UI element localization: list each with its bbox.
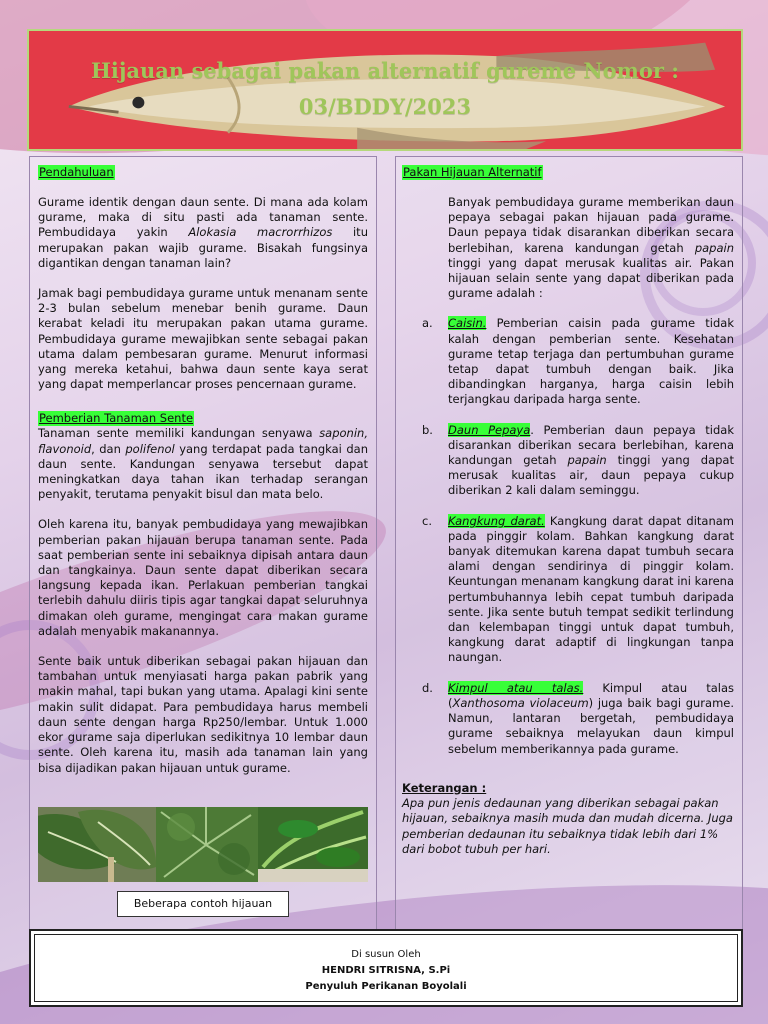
section-heading-pemberian: Pemberian Tanaman Sente bbox=[39, 411, 194, 426]
papaya-leaf-photo bbox=[156, 807, 258, 882]
item-name: Kangkung darat. bbox=[448, 513, 545, 528]
newsletter-title: Hijauan sebagai pakan alternatif gureme Nomor : 03/BDDY/2023 bbox=[91, 58, 679, 119]
paragraph-sente-price: Sente baik untuk diberikan sebagai pakan hijauan dan tambahan untuk menyiasati harga pakan pabrik yang makin mahal, tapi bukan yang utama. Apalagi kini sente makin sulit didapat. Para pembudidaya harus membeli daun sente dengan harga Rp250/lembar. Untuk 1.000 ekor gurame saja diperlukan sedikitnya 10 lembar daun sente. Oleh karena itu, masih ada tanaman lain yang bisa dijadikan pakan hijauan untuk gurame. bbox=[38, 654, 368, 775]
item-name: Daun Pepaya bbox=[448, 422, 531, 437]
footer-credit-box bbox=[29, 929, 743, 1007]
paragraph-feeding-method: Oleh karena itu, banyak pembudidaya yang mewajibkan pemberian pakan hijauan berupa tanaman sente. Pada saat pemberian sente ini sebaiknya dipisah antara daun dan tangkainya. Daun sente dapat diberikan secara langsung kepada ikan. Perlakuan pemberian tangkai terlebih dahulu diiris tipis agar tangkai dapat seluruhnya dimakan oleh gurame, mengingat cara makan gurame adalah menyabik makanannya. bbox=[38, 517, 368, 638]
right-column bbox=[395, 156, 743, 931]
section-heading-pendahuluan: Pendahuluan bbox=[39, 165, 114, 179]
left-column bbox=[29, 156, 377, 931]
section-heading-alternatif: Pakan Hijauan Alternatif bbox=[403, 165, 542, 179]
item-name: Caisin. bbox=[448, 316, 487, 331]
list-item: b. Daun Pepaya. Pemberian daun pepaya tidak disarankan diberikan secara berlebihan, karena kandungan getah papain tinggi yang dapat merusak kualitas air, daun pepaya cukup diberikan 2 kali dalam seminggu. bbox=[422, 422, 734, 498]
note-title: Keterangan : bbox=[402, 780, 487, 795]
footer-role: Penyuluh Perikanan Boyolali bbox=[305, 981, 467, 992]
paragraph-compounds: Tanaman sente memiliki kandungan senyawa saponin, flavonoid, dan polifenol yang terdapat pada tangkai dan daun sente. Kandungan senyawa tersebut dapat meningkatkan daya tahan ikan terhadap serangan penyakit, terutama penyakit bisul dan mata belo. bbox=[38, 426, 368, 502]
paragraph-intro: Gurame identik dengan daun sente. Di mana ada kolam gurame, maka di situ pasti ada tanaman sente. Pembudidaya yakin Alokasia macrorrhizos itu merupakan pakan wajib gurame. Bisakah fungsinya digantikan dengan tanaman lain? bbox=[38, 195, 368, 270]
alternative-greens-list bbox=[402, 316, 734, 756]
item-name: Kimpul atau talas. bbox=[448, 680, 584, 695]
header-banner bbox=[27, 29, 743, 151]
footer-author: HENDRI SITRISNA, S.Pi bbox=[321, 965, 451, 976]
kangkung-photo bbox=[258, 807, 368, 882]
taro-leaf-photo bbox=[38, 807, 156, 882]
paragraph-sente-planting: Jamak bagi pembudidaya gurame untuk menanam sente 2-3 bulan sebelum menebar benih gurame. Daun kerabat keladi itu merupakan pakan utama gurame. Pembudidaya gurame mewajibkan sente sebagai pakan utama dalam pembesaran gurame. Menurut informasi yang mereka ketahui, bahwa daun sente kaya serat yang dapat memperlancar proses pencernaan gurame. bbox=[38, 286, 368, 392]
note-text: Apa pun jenis dedaunan yang diberikan sebagai pakan hijauan, sebaiknya masih muda dan mudah dicerna. Juga pemberian dedaunan itu sebaiknya tidak lebih dari 1% dari bobot tubuh per hari. bbox=[402, 795, 733, 857]
list-item: d. Kimpul atau talas. Kimpul atau talas (Xanthosoma violaceum) juga baik bagi gurame. Namun, lantaran bergetah, pembudidaya gurame sebaiknya melayukan daun kimpul sebelum memberikannya pada gurame. bbox=[422, 680, 735, 756]
species-name: Alokasia macrorrhizos bbox=[188, 225, 333, 240]
footer-compiled-by: Di susun Oleh bbox=[351, 949, 421, 960]
greens-photos bbox=[38, 807, 368, 882]
photo-caption: Beberapa contoh hijauan bbox=[117, 891, 289, 917]
list-item: a. Caisin. Pemberian caisin pada gurame tidak kalah dengan pemberian sente. Kesehatan gurame tetap terjaga dan pertumbuhan gurame tetap dapat tumbuh dengan baik. Jika dibandingkan harganya, harga caisin lebih terjangkau daripada harga sente. bbox=[422, 316, 734, 407]
list-item: c. Kangkung darat. Kangkung darat dapat ditanam pada pinggir kolam. Bahkan kangkung darat banyak ditemukan karena dapat tumbuh secara alami dengan sendirinya di pinggir kolam. Keuntungan menanam kangkung darat ini karena pertumbuhannya lebih cepat tumbuh daripada sente. Jika sente butuh tempat sedikit terlindung dan kelembapan tinggi untuk dapat tumbuh, kangkung darat adaptif di lingkungan tanpa naungan. bbox=[422, 513, 735, 665]
paragraph-papaya-intro: Banyak pembudidaya gurame memberikan daun pepaya sebagai pakan hijauan pada gurame. Daun pepaya tidak disarankan diberikan secara berlebihan, karena kandungan getah papain tinggi yang dapat merusak kualitas air. Pakan hijauan selain sente yang dapat diberikan pada gurame adalah : bbox=[448, 195, 734, 301]
